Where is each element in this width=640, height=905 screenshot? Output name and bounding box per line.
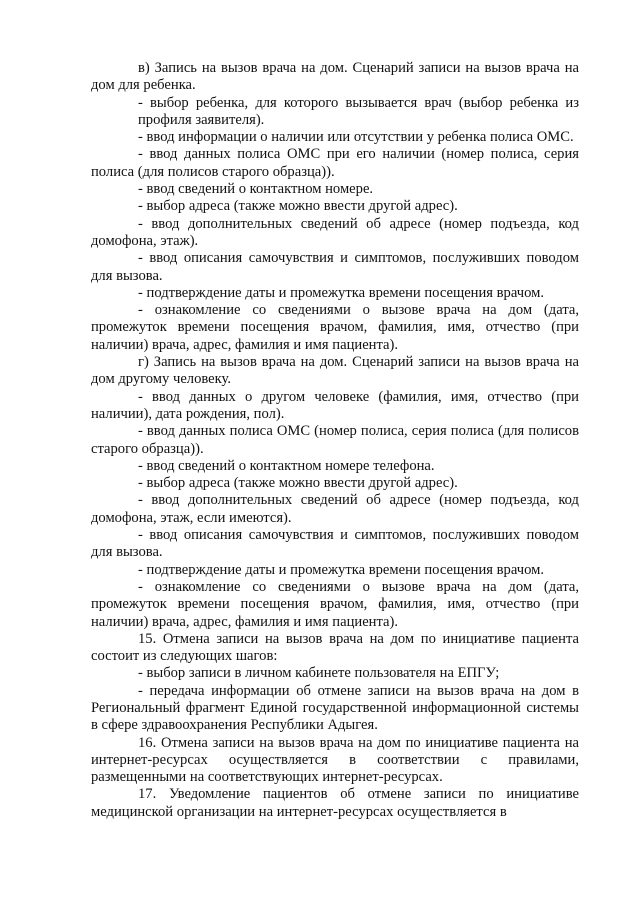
paragraph-address-select: - выбор адреса (также можно ввести другой адрес). xyxy=(138,198,458,215)
paragraph-review-info: - ознакомление со сведениями о вызове врача на дом (дата, промежуток времени посещения врачом, фамилия, имя, отчество (при наличии) врача, адрес, фамилия и имя пациента). xyxy=(91,302,579,353)
paragraph-oms-presence: - ввод информации о наличии или отсутствии у ребенка полиса ОМС. xyxy=(138,129,574,146)
paragraph-symptoms-2: - ввод описания самочувствия и симптомов, послуживших поводом для вызова. xyxy=(91,527,579,561)
paragraph-confirm-time: - подтверждение даты и промежутка времени посещения врачом. xyxy=(138,284,544,301)
paragraph-transfer-cancel: - передача информации об отмене записи на вызов врача на дом в Региональный фрагмент Единой государственной информационной системы в сфере здравоохранения Республики Адыгея. xyxy=(91,682,579,734)
paragraph-address-select-2: - выбор адреса (также можно ввести другой адрес). xyxy=(138,475,458,492)
paragraph-g-heading: г) Запись на вызов врача на дом. Сценарий записи на вызов врача на дом другому человеку. xyxy=(91,354,579,388)
paragraph-other-person: - ввод данных о другом человеке (фамилия, имя, отчество (при наличии), дата рождения, пол). xyxy=(91,388,579,422)
paragraph-address-details-2: - ввод дополнительных сведений об адресе (номер подъезда, код домофона, этаж, если имеются). xyxy=(91,492,579,526)
paragraph-item-17: 17. Уведомление пациентов об отмене записи по инициативе медицинской организации на интернет-ресурсах осуществляется в xyxy=(91,786,579,820)
paragraph-item-16: 16. Отмена записи на вызов врача на дом по инициативе пациента на интернет-ресурсах осуществляется в соответствии с правилами, размещенными на соответствующих интернет-ресурсах. xyxy=(91,734,579,786)
paragraph-confirm-time-2: - подтверждение даты и промежутка времени посещения врачом. xyxy=(138,561,544,578)
paragraph-oms-data-2: - ввод данных полиса ОМС (номер полиса, серия полиса (для полисов старого образца)). xyxy=(91,423,579,457)
paragraph-v-heading: в) Запись на вызов врача на дом. Сценарий записи на вызов врача на дом для ребенка. xyxy=(91,60,579,94)
paragraph-symptoms: - ввод описания самочувствия и симптомов, послуживших поводом для вызова. xyxy=(91,250,579,284)
paragraph-contact-phone: - ввод сведений о контактном номере телефона. xyxy=(138,457,435,474)
paragraph-oms-data: - ввод данных полиса ОМС при его наличии (номер полиса, серия полиса (для полисов старого образца)). xyxy=(91,146,579,180)
paragraph-select-record: - выбор записи в личном кабинете пользователя на ЕПГУ; xyxy=(138,665,500,682)
paragraph-review-info-2: - ознакомление со сведениями о вызове врача на дом (дата, промежуток времени посещения врачом, фамилия, имя, отчество (при наличии) врача, адрес, фамилия и имя пациента). xyxy=(91,578,579,630)
document-page xyxy=(91,60,579,821)
paragraph-item-15: 15. Отмена записи на вызов врача на дом по инициативе пациента состоит из следующих шагов: xyxy=(91,630,579,665)
paragraph-select-child: - выбор ребенка, для которого вызывается врач (выбор ребенка из профиля заявителя). xyxy=(138,94,579,128)
paragraph-address-details: - ввод дополнительных сведений об адресе (номер подъезда, код домофона, этаж). xyxy=(91,215,579,249)
paragraph-contact-number: - ввод сведений о контактном номере. xyxy=(138,181,374,198)
